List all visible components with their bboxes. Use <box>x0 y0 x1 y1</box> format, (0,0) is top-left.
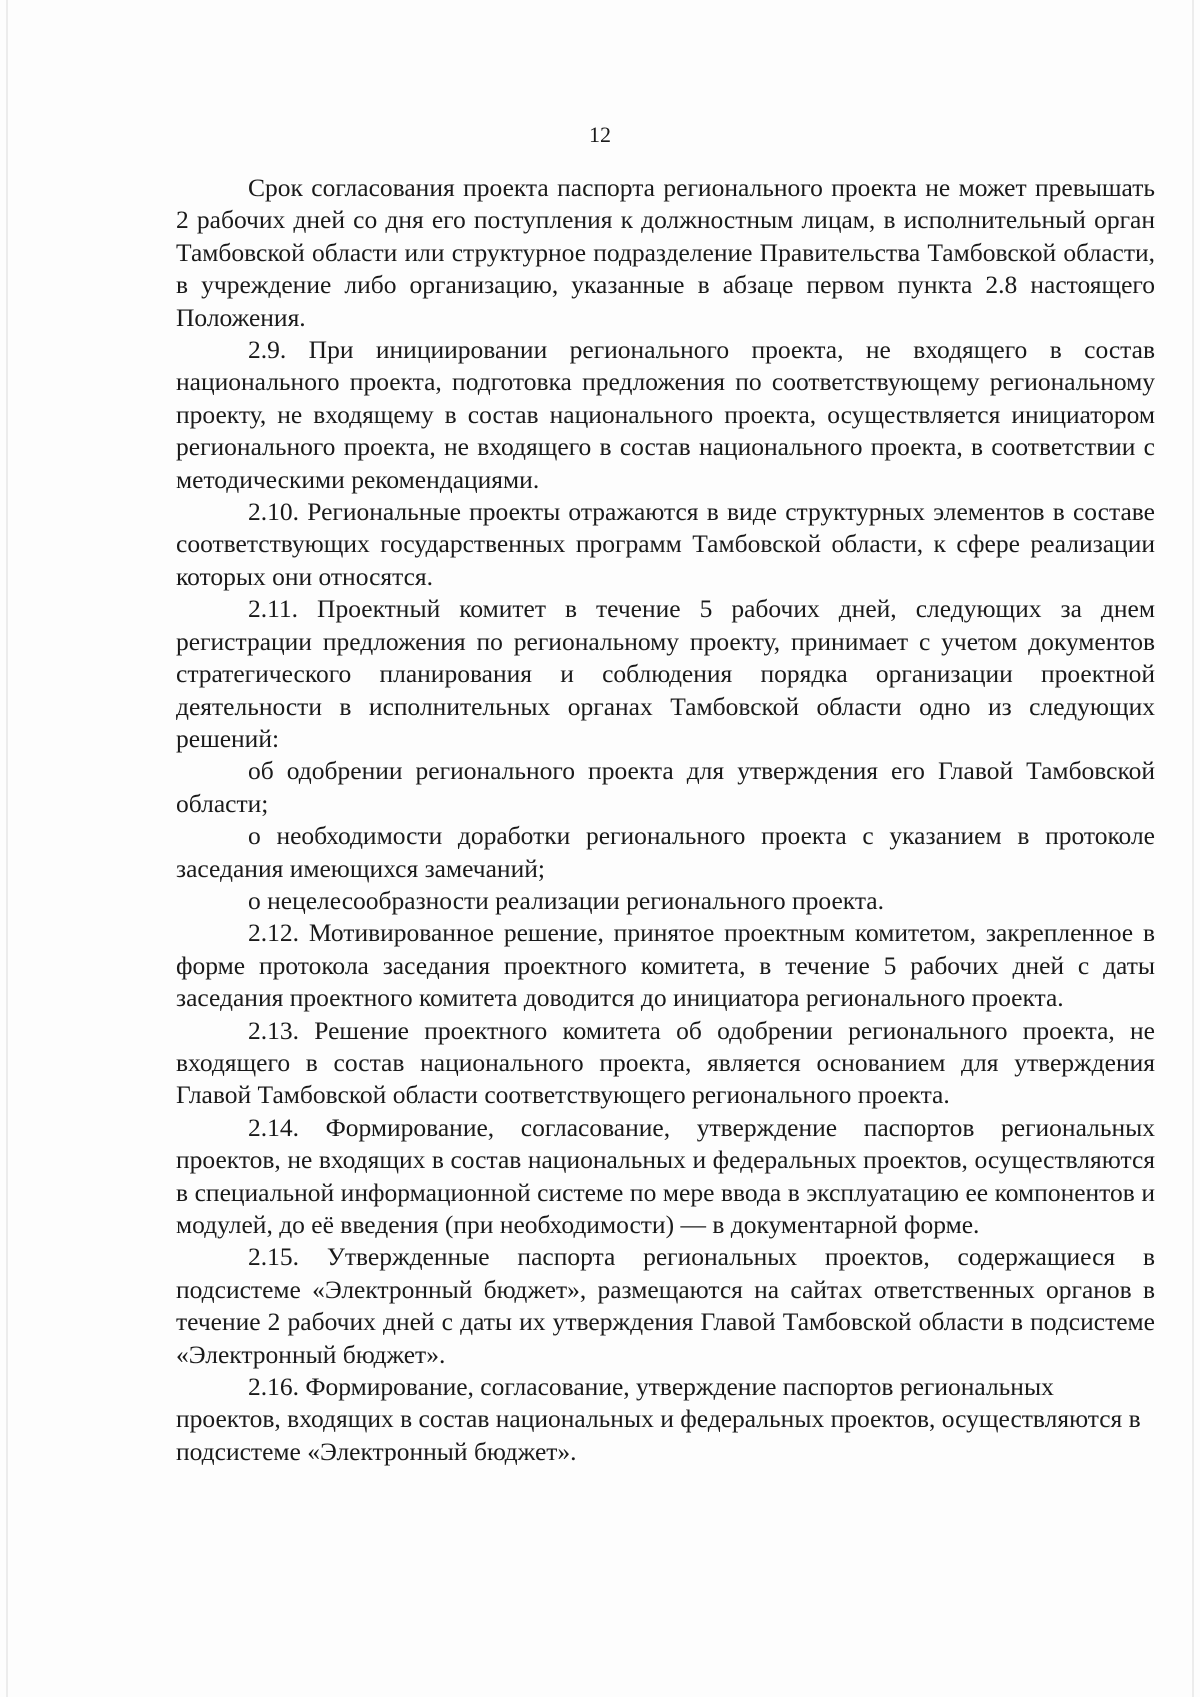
paragraph-2-11: 2.11. Проектный комитет в течение 5 рабочих дней, следующих за днем регистрации предложения по региональному проекту, принимает с учетом документов стратегического планирования и соблюдения порядка организации проектной деятельности в исполнительных органах Тамбовской области одно из следующих решений: <box>176 594 1155 753</box>
scan-edge-left <box>6 0 8 1697</box>
paragraph-2-9: 2.9. При инициировании регионального проекта, не входящего в состав национального проекта, подготовка предложения по соответствующему региональному проекту, не входящему в состав национального проекта, осуществляется инициатором регионального проекта, не входящего в состав национального проекта, в соответствии с методическими рекомендациями. <box>176 335 1155 494</box>
decision-option-revise: о необходимости доработки регионального проекта с указанием в протоколе заседания имеющихся замечаний; <box>176 821 1155 883</box>
decision-option-reject: о нецелесообразности реализации регионального проекта. <box>248 885 884 915</box>
decision-option-approve: об одобрении регионального проекта для утверждения его Главой Тамбовской области; <box>176 756 1155 818</box>
paragraph-approval-deadline: Срок согласования проекта паспорта регионального проекта не может превышать 2 рабочих дней со дня его поступления к должностным лицам, в исполнительный орган Тамбовской области или структурное подразделение Правительства Тамбовской области, в учреждение либо организацию, указанные в абзаце первом пункта 2.8 настоящего Положения. <box>176 173 1155 332</box>
paragraph-2-14: 2.14. Формирование, согласование, утверждение паспортов региональных проектов, не входящих в состав национальных и федеральных проектов, осуществляются в специальной информационной системе по мере ввода в эксплуатацию ее компонентов и модулей, до её введения (при необходимости) — в документарной форме. <box>176 1112 1155 1239</box>
page-number: 12 <box>589 122 611 147</box>
scan-edge-right <box>1192 0 1194 1697</box>
paragraph-2-13: 2.13. Решение проектного комитета об одобрении регионального проекта, не входящего в состав национального проекта, является основанием для утверждения Главой Тамбовской области соответствующего регионального проекта. <box>176 1015 1155 1110</box>
document-body <box>176 172 1155 1468</box>
paragraph-2-12: 2.12. Мотивированное решение, принятое проектным комитетом, закрепленное в форме протокола заседания проектного комитета, в течение 5 рабочих дней с даты заседания проектного комитета доводится до инициатора регионального проекта. <box>176 918 1155 1013</box>
paragraph-2-10: 2.10. Региональные проекты отражаются в виде структурных элементов в составе соответствующих государственных программ Тамбовской области, к сфере реализации которых они относятся. <box>176 497 1155 591</box>
paragraph-2-15: 2.15. Утвержденные паспорта региональных проектов, содержащиеся в подсистеме «Электронный бюджет», размещаются на сайтах ответственных органов в течение 2 рабочих дней с даты их утверждения Главой Тамбовской области в подсистеме «Электронный бюджет». <box>176 1242 1155 1369</box>
paragraph-2-16: 2.16. Формирование, согласование, утверждение паспортов региональных проектов, входящих в состав национальных и федеральных проектов, осуществляются в подсистеме «Электронный бюджет». <box>176 1372 1141 1466</box>
